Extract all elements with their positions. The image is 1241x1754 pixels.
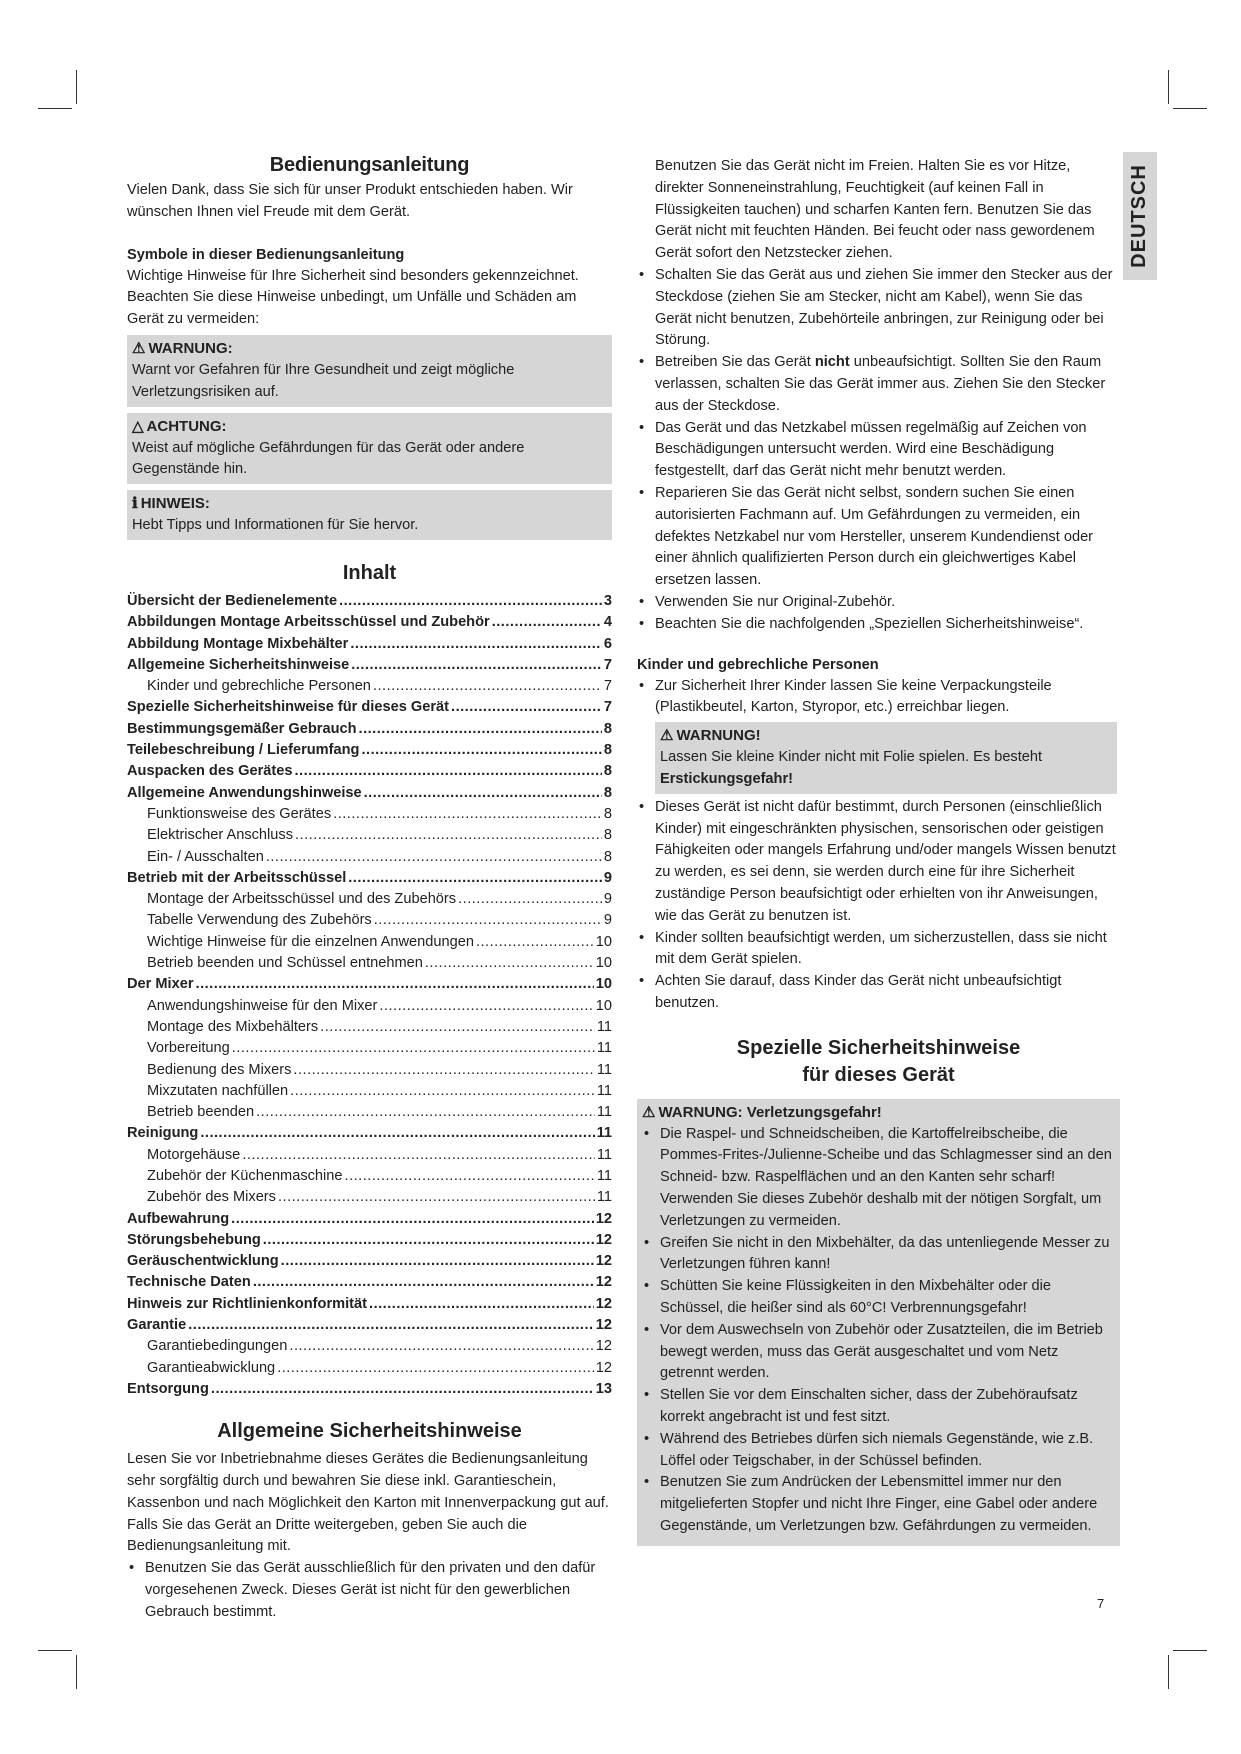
toc-entry <box>127 591 612 612</box>
toc-entry-page: 11 <box>596 1082 612 1099</box>
toc-entry-label: Allgemeine Sicherheitshinweise <box>127 656 350 673</box>
toc-leader-dots <box>359 719 602 740</box>
toc-leader-dots <box>373 676 602 697</box>
toc-entry <box>127 825 612 846</box>
toc-entry-page: 12 <box>595 1253 612 1270</box>
toc-entry <box>127 1166 612 1187</box>
toc-leader-dots <box>293 1060 594 1081</box>
symbols-heading: Symbole in dieser Bedienungsanleitung <box>127 246 405 263</box>
toc-entry-label: Anwendungshinweise für den Mixer <box>147 997 378 1014</box>
left-column <box>127 152 612 1624</box>
toc-entry-page: 12 <box>595 1359 612 1376</box>
toc-leader-dots <box>231 1209 594 1230</box>
crop-mark <box>1168 70 1169 104</box>
toc-leader-dots <box>458 889 602 910</box>
crop-mark <box>38 108 72 109</box>
toc-entry-label: Ein- / Ausschalten <box>147 848 264 865</box>
toc-leader-dots <box>348 868 602 889</box>
toc-leader-dots <box>294 761 601 782</box>
toc-entry <box>127 1294 612 1315</box>
toc-entry-label: Zubehör des Mixers <box>147 1189 276 1206</box>
toc-entry <box>127 1038 612 1059</box>
toc-entry-page: 8 <box>603 848 612 865</box>
toc-entry-page: 11 <box>596 1146 612 1163</box>
toc-leader-dots <box>379 996 593 1017</box>
toc-entry-page: 12 <box>595 1295 612 1312</box>
toc-entry <box>127 740 612 761</box>
special-title-line2: für dieses Gerät <box>802 1063 955 1086</box>
language-tab <box>1123 152 1157 280</box>
list-item: • Das Gerät und das Netzkabel müssen regelmäßig auf Zeichen von Beschädigungen untersucht werden. Wird eine Beschädigung festgestellt, darf das Gerät nicht mehr benutzt werden. <box>637 418 1120 483</box>
toc-leader-dots <box>263 1230 594 1251</box>
toc-entry-page: 11 <box>596 1104 612 1121</box>
toc-leader-dots <box>476 932 594 953</box>
toc-entry-label: Aufbewahrung <box>127 1210 230 1227</box>
caution-heading: ACHTUNG: <box>146 417 227 435</box>
toc-entry <box>127 719 612 740</box>
toc-leader-dots <box>256 1102 595 1123</box>
kids-warning-heading: WARNUNG! <box>676 727 761 745</box>
toc-leader-dots <box>278 1187 595 1208</box>
toc-entry-page: 9 <box>603 912 612 929</box>
warning-triangle-icon: ⚠ <box>642 1103 656 1121</box>
toc-entry <box>127 910 612 931</box>
warning-box <box>127 335 612 407</box>
toc-entry-page: 9 <box>603 869 612 886</box>
toc-entry-page: 8 <box>603 827 612 844</box>
list-item: • Während des Betriebes dürfen sich niemals Gegenstände, wie z.B. Löffel oder Teigschaber, in der Schüssel befinden. <box>642 1429 1115 1473</box>
toc-entry-label: Bestimmungsgemäßer Gebrauch <box>127 720 357 737</box>
toc-entry <box>127 974 612 995</box>
toc-entry-page: 11 <box>596 1167 612 1184</box>
toc-leader-dots <box>350 634 602 655</box>
toc-entry <box>127 953 612 974</box>
crop-mark <box>76 70 77 104</box>
kids-bullet-list <box>637 797 1120 1015</box>
toc-entry-label: Mixzutaten nachfüllen <box>147 1082 289 1099</box>
toc-entry-page: 11 <box>596 1018 612 1035</box>
toc-leader-dots <box>361 740 601 761</box>
toc-entry-page: 10 <box>595 933 612 950</box>
kids-heading: Kinder und gebrechliche Personen <box>637 656 879 673</box>
toc-leader-dots <box>492 612 602 633</box>
toc-entry <box>127 1123 612 1144</box>
toc-entry-label: Übersicht der Bedienelemente <box>127 592 338 609</box>
toc-entry-label: Geräuschentwicklung <box>127 1253 279 1270</box>
list-item: • Zur Sicherheit Ihrer Kinder lassen Sie keine Verpackungsteile (Plastikbeutel, Karton, Styropor, etc.) erreichbar liegen. <box>637 676 1120 720</box>
toc-entry <box>127 1060 612 1081</box>
toc-entry-label: Montage des Mixbehälters <box>147 1018 319 1035</box>
toc-entry-label: Allgemeine Anwendungshinweise <box>127 784 362 801</box>
crop-mark <box>1173 1650 1207 1651</box>
toc-entry <box>127 1209 612 1230</box>
toc-leader-dots <box>425 953 594 974</box>
warning-triangle-icon: ⚠ <box>660 727 674 745</box>
note-box <box>127 490 612 540</box>
info-icon: ℹ <box>132 495 138 513</box>
toc-leader-dots <box>351 655 602 676</box>
toc-entry <box>127 868 612 889</box>
toc-entry-label: Betrieb beenden und Schüssel entnehmen <box>147 955 423 972</box>
toc-entry-page: 13 <box>595 1380 612 1397</box>
toc-entry <box>127 1251 612 1272</box>
list-item: • Schütten Sie keine Flüssigkeiten in den Mixbehälter oder die Schüssel, die heißer sind als 60°C! Verbrennungsgefahr! <box>642 1276 1115 1320</box>
toc-entry <box>127 1017 612 1038</box>
toc-entry-label: Abbildung Montage Mixbehälter <box>127 635 349 652</box>
toc-leader-dots <box>333 804 602 825</box>
toc-leader-dots <box>188 1315 594 1336</box>
special-warning-heading: WARNUNG: Verletzungsgefahr! <box>658 1103 882 1121</box>
safety-intro: Lesen Sie vor Inbetriebnahme dieses Gerätes die Bedienungsanleitung sehr sorgfältig durch und bewahren Sie diese inkl. Garantieschein, Kassenbon und nach Möglichkeit den Karton mit Innenverpackung gut auf. Falls Sie das Gerät an Dritte weitergeben, geben Sie auch die Bedienungsanleitung mit. <box>127 1451 609 1555</box>
warning-text: Warnt vor Gefahren für Ihre Gesundheit und zeigt mögliche Verletzungsrisiken auf. <box>132 361 515 400</box>
kids-warning-box <box>655 722 1117 794</box>
list-item: • Betreiben Sie das Gerät nicht unbeaufsichtigt. Sollten Sie den Raum verlassen, schalten Sie das Gerät immer aus. Ziehen Sie den Stecker aus der Steckdose. <box>637 352 1120 417</box>
list-item: • Dieses Gerät ist nicht dafür bestimmt, durch Personen (einschließlich Kinder) mit eingeschränkten physischen, sensorischen oder geistigen Fähigkeiten oder mangels Erfahrung und/oder mangels Wissen benutzt zu werden, es sei denn, sie werden durch eine für ihre Sicherheit zuständige Person beaufsichtigt oder erhielten von ihr Anweisungen, wie das Gerät zu benutzen ist. <box>637 797 1120 928</box>
toc-entry-page: 11 <box>596 1040 612 1057</box>
toc-entry <box>127 655 612 676</box>
toc-entry <box>127 612 612 633</box>
toc-entry <box>127 1315 612 1336</box>
caution-text: Weist auf mögliche Gefährdungen für das Gerät oder andere Gegenstände hin. <box>132 439 525 478</box>
toc-leader-dots <box>281 1251 594 1272</box>
list-item: • Beachten Sie die nachfolgenden „Speziellen Sicherheitshinweise“. <box>637 614 1120 636</box>
list-item: • Kinder sollten beaufsichtigt werden, um sicherzustellen, dass sie nicht mit dem Gerät spielen. <box>637 928 1120 972</box>
toc-entry <box>127 847 612 868</box>
toc-entry-page: 7 <box>603 678 612 695</box>
toc-entry-label: Zubehör der Küchenmaschine <box>147 1167 343 1184</box>
toc-entry-page: 10 <box>595 955 612 972</box>
toc-entry <box>127 1230 612 1251</box>
toc-leader-dots <box>364 783 602 804</box>
crop-mark <box>76 1655 77 1689</box>
special-bullet-list <box>642 1124 1115 1538</box>
caution-triangle-icon: △ <box>132 417 144 435</box>
language-tab-label: DEUTSCH <box>1128 164 1151 268</box>
crop-mark <box>38 1650 72 1651</box>
toc-entry-page: 8 <box>603 720 612 737</box>
toc-entry <box>127 932 612 953</box>
list-item: • Benutzen Sie zum Andrücken der Lebensmittel immer nur den mitgelieferten Stopfer und nicht Ihre Finger, eine Gabel oder andere Gegenstände, um Verletzungen bzw. Gefährdungen zu vermeiden. <box>642 1472 1115 1537</box>
list-item: • Vor dem Auswechseln von Zubehör oder Zusatzteilen, die im Betrieb bewegt werden, muss das Gerät ausgeschaltet und vom Netz getrennt werden. <box>642 1320 1115 1385</box>
toc-entry-label: Abbildungen Montage Arbeitsschüssel und Zubehör <box>127 614 490 631</box>
toc-entry-label: Auspacken des Gerätes <box>127 763 293 780</box>
toc-entry-page: 12 <box>595 1317 612 1334</box>
toc-entry-label: Motorgehäuse <box>147 1146 241 1163</box>
special-warning-box <box>637 1099 1120 1546</box>
toc-leader-dots <box>369 1294 594 1315</box>
toc-entry-page: 7 <box>603 699 612 716</box>
toc-entry <box>127 996 612 1017</box>
toc-entry-page: 8 <box>603 763 612 780</box>
toc-entry-page: 11 <box>596 1061 612 1078</box>
table-of-contents <box>127 591 612 1400</box>
toc-entry-label: Technische Daten <box>127 1274 251 1291</box>
toc-entry <box>127 1102 612 1123</box>
toc-entry-page: 12 <box>595 1338 612 1355</box>
toc-leader-dots <box>200 1123 594 1144</box>
toc-entry-label: Der Mixer <box>127 976 194 993</box>
toc-entry-page: 10 <box>595 976 612 993</box>
toc-leader-dots <box>295 825 602 846</box>
toc-entry-page: 11 <box>596 1125 612 1142</box>
toc-leader-dots <box>451 697 602 718</box>
toc-leader-dots <box>277 1358 594 1379</box>
toc-leader-dots <box>289 1336 593 1357</box>
toc-entry-label: Funktionsweise des Gerätes <box>147 805 332 822</box>
crop-mark <box>1173 108 1207 109</box>
special-title: Spezielle Sicherheitshinweise <box>736 1036 1021 1059</box>
warning-triangle-icon: ⚠ <box>132 339 146 357</box>
toc-entry-label: Garantie <box>127 1317 187 1334</box>
toc-entry-label: Reinigung <box>127 1125 199 1142</box>
toc-leader-dots <box>253 1272 594 1293</box>
toc-entry <box>127 1336 612 1357</box>
symbols-text: Wichtige Hinweise für Ihre Sicherheit sind besonders gekennzeichnet. Beachten Sie diese Hinweise unbedingt, um Unfälle und Schäden am Gerät zu vermeiden: <box>127 267 579 328</box>
toc-entry-page: 10 <box>595 997 612 1014</box>
toc-entry-label: Garantieabwicklung <box>147 1359 276 1376</box>
note-text: Hebt Tipps und Informationen für Sie hervor. <box>132 517 419 534</box>
toc-entry-label: Vorbereitung <box>147 1040 230 1057</box>
toc-leader-dots <box>232 1038 595 1059</box>
toc-leader-dots <box>345 1166 595 1187</box>
toc-entry <box>127 783 612 804</box>
toc-leader-dots <box>339 591 602 612</box>
toc-entry-label: Tabelle Verwendung des Zubehörs <box>147 912 372 929</box>
toc-entry <box>127 1187 612 1208</box>
toc-entry-page: 9 <box>603 891 612 908</box>
toc-entry <box>127 889 612 910</box>
toc-entry <box>127 1081 612 1102</box>
list-item: • Reparieren Sie das Gerät nicht selbst, sondern suchen Sie einen autorisierten Fachmann auf. Um Gefährdungen zu vermeiden, ein defektes Netzkabel nur vom Hersteller, unserem Kundendienst oder einer ähnlich qualifizierten Person durch ein gleichwertiges Kabel ersetzen lassen. <box>637 483 1120 592</box>
safety-bullet: • Benutzen Sie das Gerät ausschließlich für den privaten und den dafür vorgesehenen Zweck. Dieses Gerät ist nicht für den gewerblichen Gebrauch bestimmt. <box>127 1558 612 1623</box>
toc-entry <box>127 1145 612 1166</box>
toc-entry-label: Betrieb mit der Arbeitsschüssel <box>127 869 347 886</box>
toc-entry <box>127 1358 612 1379</box>
page-title: Bedienungsanleitung <box>269 154 470 176</box>
list-item: • Achten Sie darauf, dass Kinder das Gerät nicht unbeaufsichtigt benutzen. <box>637 971 1120 1015</box>
toc-entry-label: Störungsbehebung <box>127 1231 261 1248</box>
toc-leader-dots <box>211 1379 594 1400</box>
toc-entry-label: Elektrischer Anschluss <box>147 827 293 844</box>
safety-bullet-list <box>637 265 1120 636</box>
caution-box <box>127 413 612 485</box>
toc-entry-label: Spezielle Sicherheitshinweise für dieses Gerät <box>127 699 450 716</box>
toc-entry <box>127 761 612 782</box>
toc-entry <box>127 1379 612 1400</box>
toc-entry-label: Betrieb beenden <box>147 1104 255 1121</box>
warning-heading: WARNUNG: <box>148 339 233 357</box>
toc-entry-page: 12 <box>595 1274 612 1291</box>
list-item: • Verwenden Sie nur Original-Zubehör. <box>637 592 1120 614</box>
page-number: 7 <box>1097 1596 1105 1611</box>
toc-entry-page: 12 <box>595 1210 612 1227</box>
toc-leader-dots <box>320 1017 595 1038</box>
toc-entry-label: Entsorgung <box>127 1380 209 1397</box>
toc-entry-page: 8 <box>603 784 612 801</box>
toc-entry-label: Hinweis zur Richtlinienkonformität <box>127 1295 368 1312</box>
list-item: • Schalten Sie das Gerät aus und ziehen Sie immer den Stecker aus der Steckdose (ziehen Sie am Stecker, nicht am Kabel), wenn Sie das Gerät nicht benutzen, Zubehörteile anbringen, zur Reinigung oder bei Störung. <box>637 265 1120 352</box>
toc-entry <box>127 804 612 825</box>
toc-entry-page: 8 <box>603 805 612 822</box>
toc-leader-dots <box>374 910 602 931</box>
toc-entry-label: Teilebeschreibung / Lieferumfang <box>127 742 360 759</box>
toc-leader-dots <box>266 847 602 868</box>
kids-warning-text: Lassen Sie kleine Kinder nicht mit Folie spielen. Es besteht Erstickungsgefahr! <box>660 749 1043 787</box>
list-item: • Die Raspel- und Schneidscheiben, die Kartoffelreibscheibe, die Pommes-Frites-/Julienne-Scheibe und das Schlagmesser sind an den Schneid- bzw. Raspelflächen und an den Kanten sehr scharf! Verwenden Sie dieses Zubehör deshalb mit der nötigen Sorgfalt, um Verletzungen zu vermeiden. <box>642 1124 1115 1233</box>
toc-entry-label: Kinder und gebrechliche Personen <box>147 678 371 695</box>
toc-entry <box>127 697 612 718</box>
toc-entry-label: Bedienung des Mixers <box>147 1061 292 1078</box>
intro-text: Vielen Dank, dass Sie sich für unser Produkt entschieden haben. Wir wünschen Ihnen viel Freude mit dem Gerät. <box>127 182 573 220</box>
toc-title: Inhalt <box>342 561 397 584</box>
toc-entry-page: 8 <box>603 742 612 759</box>
toc-entry-label: Garantiebedingungen <box>147 1338 288 1355</box>
toc-entry-label: Wichtige Hinweise für die einzelnen Anwendungen <box>147 933 474 950</box>
continued-text: Benutzen Sie das Gerät nicht im Freien. Halten Sie es vor Hitze, direkter Sonneneinstrahlung, Feuchtigkeit (auf keinen Fall in Flüssigkeiten tauchen) und scharfen Kanten fern. Benutzen Sie das Gerät nicht mit feuchten Händen. Bei feucht oder nass gewordenem Gerät sofort den Netzstecker ziehen. <box>655 158 1095 262</box>
toc-entry <box>127 1272 612 1293</box>
crop-mark <box>1168 1655 1169 1689</box>
toc-entry-label: Montage der Arbeitsschüssel und des Zubehörs <box>147 891 457 908</box>
toc-entry-page: 11 <box>596 1189 612 1206</box>
toc-leader-dots <box>196 974 594 995</box>
toc-entry <box>127 634 612 655</box>
toc-entry-page: 4 <box>603 614 612 631</box>
safety-title: Allgemeine Sicherheitshinweise <box>217 1420 522 1443</box>
list-item: • Stellen Sie vor dem Einschalten sicher, dass der Zubehöraufsatz korrekt angebracht ist und fest sitzt. <box>642 1385 1115 1429</box>
toc-entry <box>127 676 612 697</box>
note-heading: HINWEIS: <box>140 495 210 513</box>
toc-entry-page: 7 <box>603 656 612 673</box>
toc-leader-dots <box>242 1145 595 1166</box>
toc-entry-page: 3 <box>603 592 612 609</box>
right-column <box>637 156 1120 1546</box>
toc-leader-dots <box>290 1081 595 1102</box>
toc-entry-page: 12 <box>595 1231 612 1248</box>
list-item: • Greifen Sie nicht in den Mixbehälter, da das untenliegende Messer zu Verletzungen führen kann! <box>642 1233 1115 1277</box>
toc-entry-page: 6 <box>603 635 612 652</box>
